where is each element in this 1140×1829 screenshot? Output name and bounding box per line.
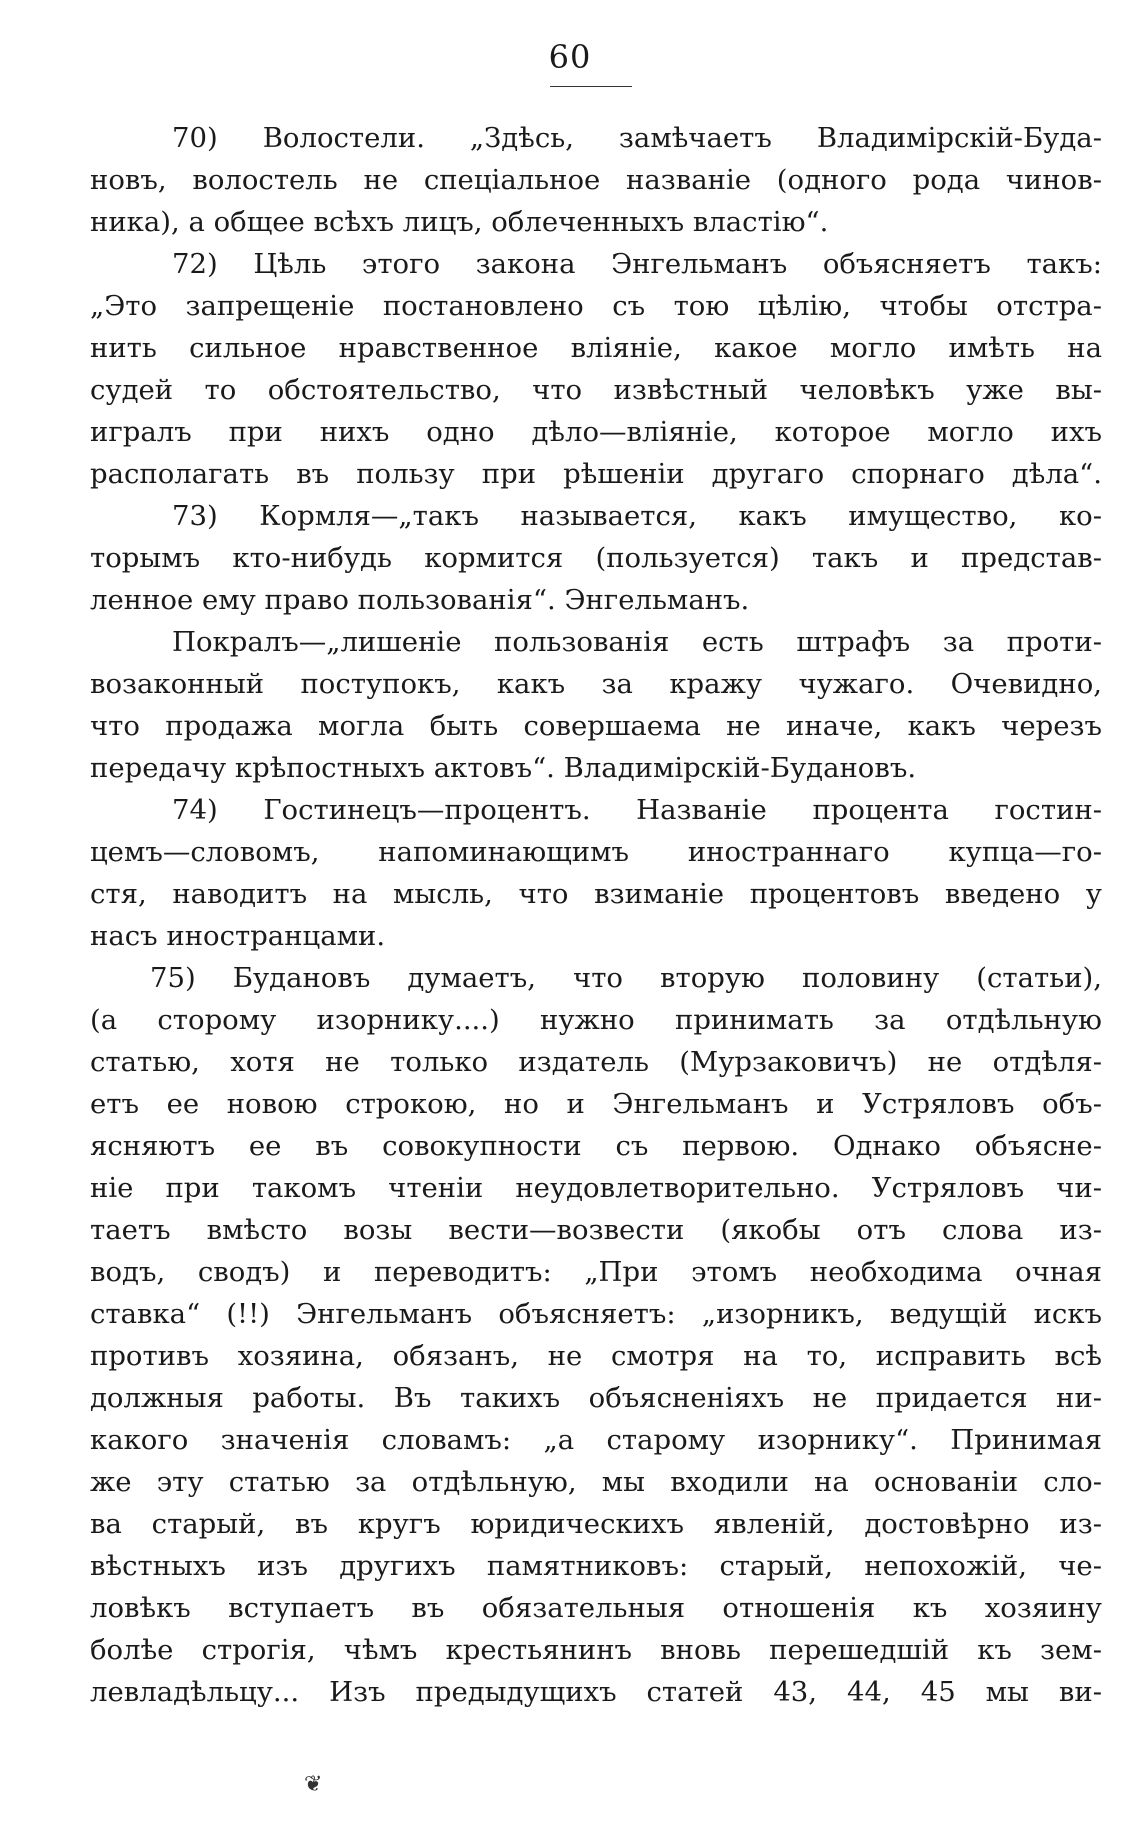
text-line: 75) Будановъ думаетъ, что вторую половину (статьи),	[150, 962, 1102, 994]
printer-mark-icon: ❦	[304, 1772, 323, 1797]
header-rule	[550, 86, 632, 87]
text-line: 73) Кормля—„такъ называется, какъ имущество, ко-	[172, 500, 1102, 532]
text-line: ясняютъ ее въ совокупности съ первою. Однако объясне-	[90, 1130, 1102, 1162]
text-line: 70) Волостели. „Здѣсь, замѣчаетъ Владимірскій-Буда-	[172, 122, 1102, 154]
text-line: статью, хотя не только издатель (Мурзаковичъ) не отдѣля-	[90, 1046, 1102, 1078]
text-line: нить сильное нравственное вліяніе, какое могло имѣть на	[90, 332, 1102, 364]
text-line: торымъ кто-нибудь кормится (пользуется) такъ и представ-	[90, 542, 1102, 574]
text-line: ловѣкъ вступаетъ въ обязательныя отношенія къ хозяину	[90, 1592, 1102, 1624]
text-line: судей то обстоятельство, что извѣстный человѣкъ уже вы-	[90, 374, 1102, 406]
text-line: цемъ—словомъ, напоминающимъ иностраннаго купца—го-	[90, 836, 1102, 868]
text-line: противъ хозяина, обязанъ, не смотря на то, исправить всѣ	[90, 1340, 1102, 1372]
text-line: етъ ее новою строкою, но и Энгельманъ и Устряловъ объ-	[90, 1088, 1102, 1120]
text-line: располагать въ пользу при рѣшеніи другаго спорнаго дѣла“.	[90, 458, 1102, 490]
text-line: должныя работы. Въ такихъ объясненіяхъ не придается ни-	[90, 1382, 1102, 1414]
text-line: стя, наводитъ на мысль, что взиманіе процентовъ введено у	[90, 878, 1102, 910]
page-number: 60	[548, 38, 592, 76]
text-line: насъ иностранцами.	[90, 920, 386, 952]
text-line: ника), а общее всѣхъ лицъ, облеченныхъ властію“.	[90, 206, 829, 238]
text-line: какого значенія словамъ: „а старому изорнику“. Принимая	[90, 1424, 1102, 1456]
text-line: ленное ему право пользованія“. Энгельманъ.	[90, 584, 750, 616]
text-line: ставка“ (!!) Энгельманъ объясняетъ: „изорникъ, ведущій искъ	[90, 1298, 1102, 1330]
text-line: 74) Гостинецъ—процентъ. Названіе процента гостин-	[172, 794, 1102, 826]
text-line: Покралъ—„лишеніе пользованія есть штрафъ за проти-	[172, 626, 1102, 658]
text-line: ніе при такомъ чтеніи неудовлетворительно. Устряловъ чи-	[90, 1172, 1102, 1204]
text-line: же эту статью за отдѣльную, мы входили на основаніи сло-	[90, 1466, 1102, 1498]
text-line: (а сторому изорнику....) нужно принимать за отдѣльную	[90, 1004, 1102, 1036]
text-line: болѣе строгія, чѣмъ крестьянинъ вновь перешедшій къ зем-	[90, 1634, 1102, 1666]
text-line: водъ, сводъ) и переводитъ: „При этомъ необходима очная	[90, 1256, 1102, 1288]
text-line: передачу крѣпостныхъ актовъ“. Владимірскій-Будановъ.	[90, 752, 917, 784]
text-line: таетъ вмѣсто возы вести—возвести (якобы отъ слова из-	[90, 1214, 1102, 1246]
text-line: вѣстныхъ изъ другихъ памятниковъ: старый, непохожій, че-	[90, 1550, 1102, 1582]
text-line: возаконный поступокъ, какъ за кражу чужаго. Очевидно,	[90, 668, 1102, 700]
text-line: левладѣльцу... Изъ предыдущихъ статей 43, 44, 45 мы ви-	[90, 1676, 1102, 1708]
text-line: что продажа могла быть совершаема не иначе, какъ черезъ	[90, 710, 1102, 742]
text-line: „Это запрещеніе постановлено съ тою цѣлію, чтобы отстра-	[90, 290, 1102, 322]
text-line: игралъ при нихъ одно дѣло—вліяніе, которое могло ихъ	[90, 416, 1102, 448]
text-line: новъ, волостель не спеціальное названіе (одного рода чинов-	[90, 164, 1102, 196]
text-line: 72) Цѣль этого закона Энгельманъ объясняетъ такъ:	[172, 248, 1102, 280]
text-line: ва старый, въ кругъ юридическихъ явленій, достовѣрно из-	[90, 1508, 1102, 1540]
